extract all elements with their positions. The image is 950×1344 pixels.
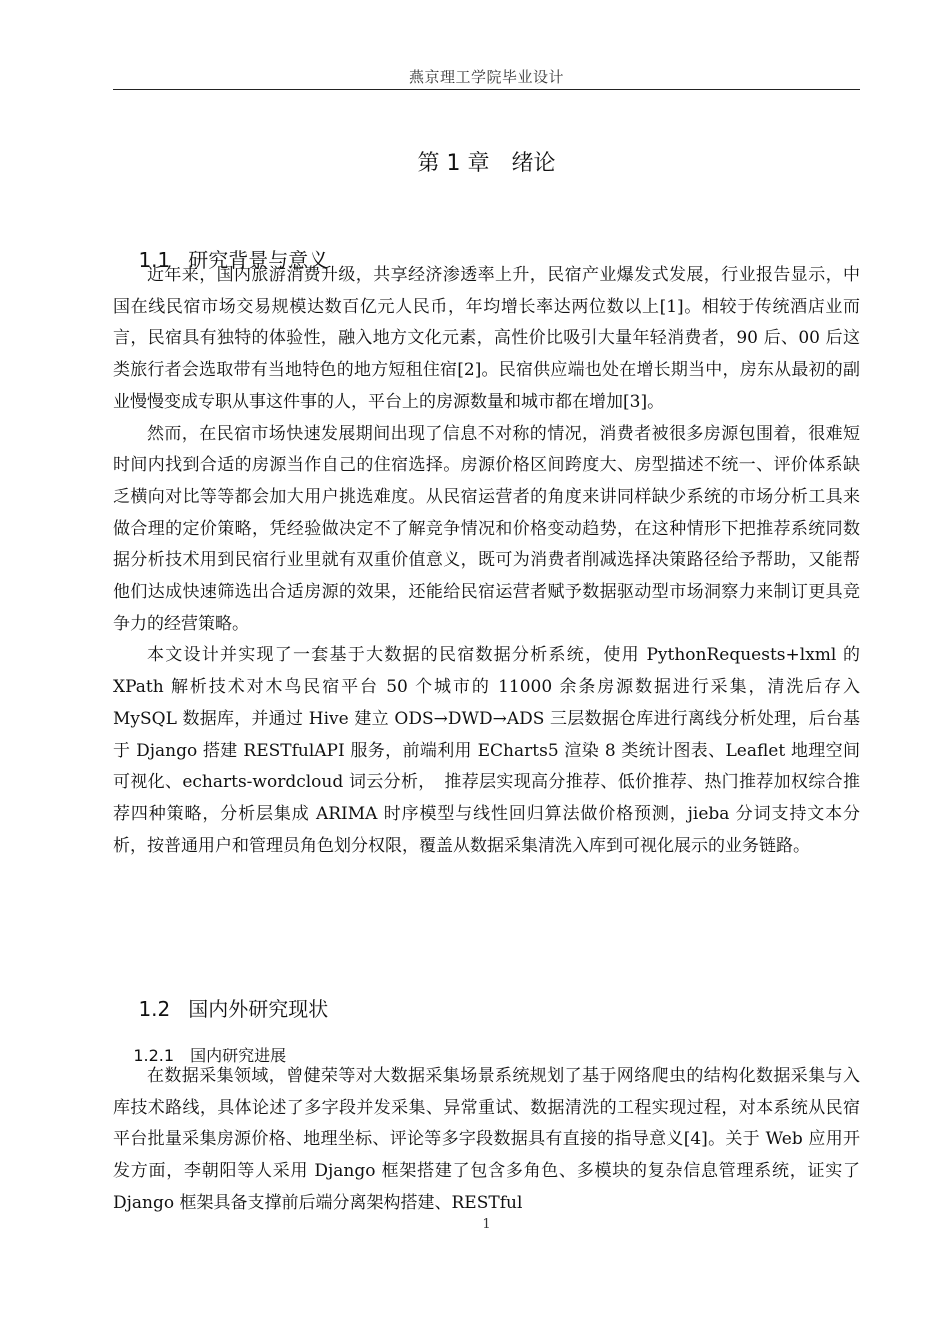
chapter-title: 第 1 章 绪论: [417, 151, 556, 176]
subsection-title: 国内研究进展: [190, 1046, 287, 1065]
section-title: 研究背景与意义: [188, 248, 329, 272]
section-1-1-body: [113, 260, 860, 862]
header-rule: [113, 89, 860, 90]
section-number: 1.1: [138, 248, 171, 272]
paragraph: 在数据采集领域，曾健荣等对大数据采集场景系统规划了基于网络爬虫的结构化数据采集与入库技术路线，具体论述了多字段并发采集、异常重试、数据清洗的工程实现过程，对本系统从民宿平台批量采集房源价格、地理坐标、评论等多字段数据具有直接的指导意义[4]。关于 Web 应用开发方面，李朝阳等人采用 Django 框架搭建了包含多角色、多模块的复杂信息管理系统，证实了 Django 框架具备支撑前后端分离架构搭建、RESTful: [113, 1066, 860, 1213]
running-header: 燕京理工学院毕业设计: [408, 68, 564, 86]
paragraph: 本文设计并实现了一套基于大数据的民宿数据分析系统，使用 PythonRequests+lxml 的 XPath 解析技术对木鸟民宿平台 50 个城市的 11000 余条房源数据进行采集，清洗后存入 MySQL 数据库，并通过 Hive 建立 ODS→DWD→ADS 三层数据仓库进行离线分析处理，后台基于 Django 搭建 RESTfulAPI 服务，前端利用 ECharts5 渲染 8 类统计图表、Leaflet 地理空间可视化、echarts-wordcloud 词云分析， 推荐层实现高分推荐、低价推荐、热门推荐加权综合推荐四种策略，分析层集成 ARIMA 时序模型与线性回归算法做价格预测，jieba 分词支持文本分析，按普通用户和管理员角色划分权限，覆盖从数据采集清洗入库到可视化展示的业务链路。: [113, 645, 860, 856]
page-number: 1: [482, 1217, 491, 1232]
paragraph: 然而，在民宿市场快速发展期间出现了信息不对称的情况，消费者被很多房源包围着，很难短时间内找到合适的房源当作自己的住宿选择。房源价格区间跨度大、房型描述不统一、评价体系缺乏横向对比等等都会加大用户挑选难度。从民宿运营者的角度来讲同样缺少系统的市场分析工具来做合理的定价策略，凭经验做决定不了解竞争情况和价格变动趋势，在这种情形下把推荐系统同数据分析技术用到民宿行业里就有双重价值意义，既可为消费者削减选择决策路径给予帮助，又能帮他们达成快速筛选出合适房源的效果，还能给民宿运营者赋予数据驱动型市场洞察力来制订更具竞争力的经营策略。: [113, 423, 860, 634]
section-title: 国内外研究现状: [188, 997, 329, 1021]
paragraph: 近年来，国内旅游消费升级，共享经济渗透率上升，民宿产业爆发式发展，行业报告显示，中国在线民宿市场交易规模达数百亿元人民币，年均增长率达两位数以上[1]。相较于传统酒店业而言，民宿具有独特的体验性，融入地方文化元素，高性价比吸引大量年轻消费者，90 后、00 后这类旅行者会选取带有当地特色的地方短租住宿[2]。民宿供应端也处在增长期当中，房东从最初的副业慢慢变成专职从事这件事的人，平台上的房源数量和城市都在增加[3]。: [113, 265, 860, 412]
subsection-1-2-1-body: [113, 1061, 860, 1220]
section-number: 1.2: [138, 997, 171, 1021]
subsection-number: 1.2.1: [133, 1046, 175, 1065]
